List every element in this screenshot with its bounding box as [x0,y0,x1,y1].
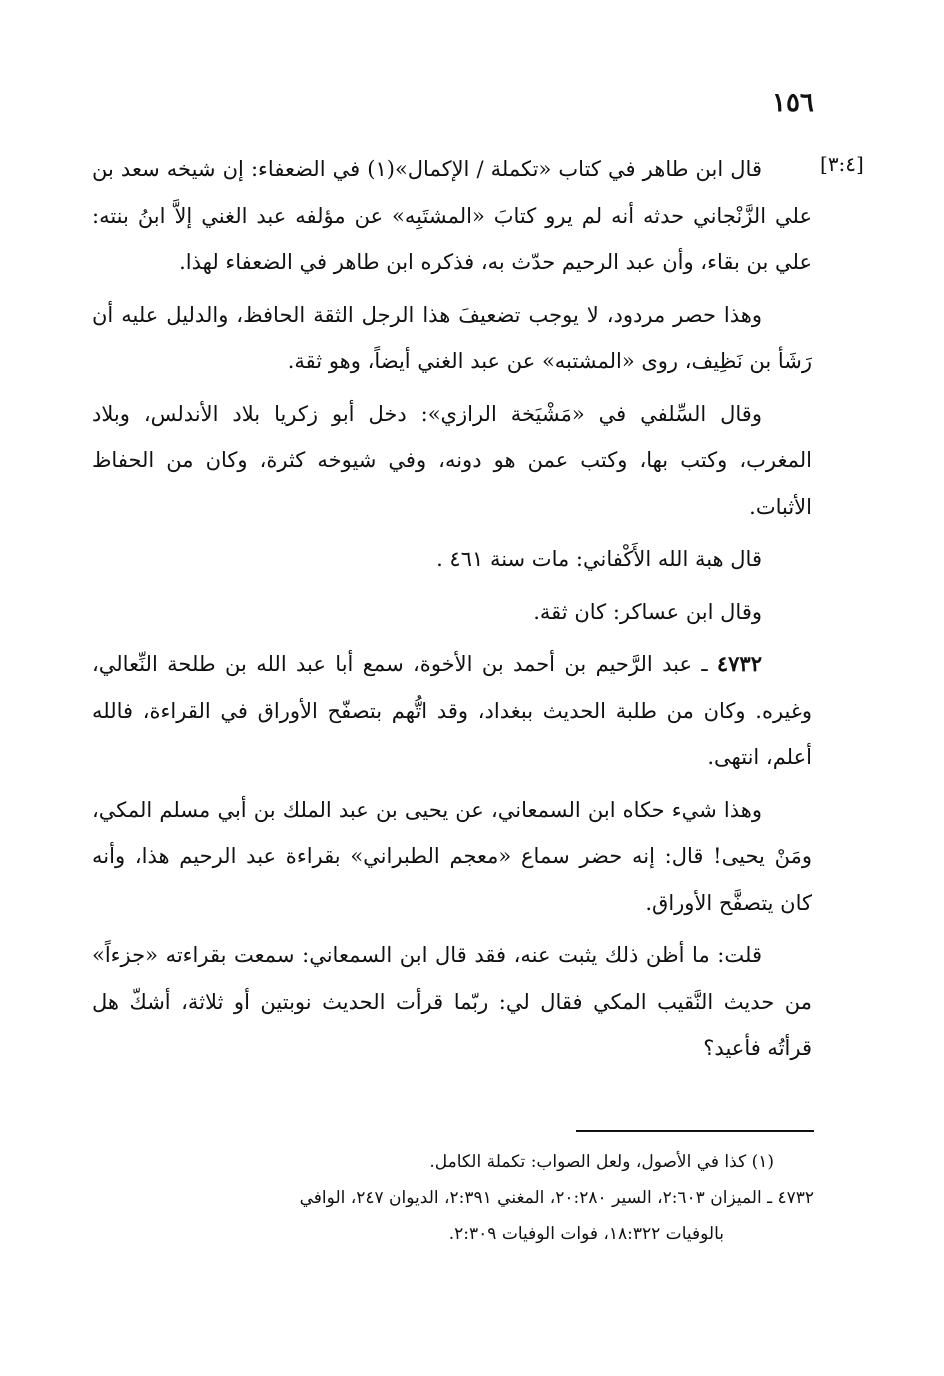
entry-number: ٤٧٣٢ [716,651,762,676]
footnote-divider [576,1130,814,1132]
footnote-sources-line-1: ٤٧٣٢ ـ الميزان ٢:٦٠٣، السير ٢٠:٢٨٠، المغني ٢:٣٩١، الديوان ٢٤٧، الوافي [299,1188,814,1208]
main-text [92,146,812,1078]
paragraph-samani: وهذا شيء حكاه ابن السمعاني، عن يحيى بن عبد الملك بن أبي مسلم المكي، ومَنْ يحيى! قال: إنه حضر سماع «معجم الطبراني» بقراءة عبد الرحيم هذا، وأنه كان يتصفَّح الأوراق. [92,797,812,915]
paragraph-qultu: قلت: ما أظن ذلك يثبت عنه، فقد قال ابن السمعاني: سمعت بقراءته «جزءاً» من حديث النَّقيب المكي فقال لي: ربّما قرأت الحديث نوبتين أو ثلاثة، أشكّ هل قرأتُه فأعيد؟ [92,943,812,1060]
footnote-1: (١) كذا في الأصول، ولعل الصواب: تكملة الكامل. [429,1152,774,1172]
footnote-sources-line-2: بالوفيات ١٨:٣٢٢، فوات الوفيات ٢:٣٠٩. [448,1224,724,1244]
paragraph-ibn-tahir: قال ابن طاهر في كتاب «تكملة / الإكمال»(١) في الضعفاء: إن شيخه سعد بن علي الزَّنْجاني حدثه أنه لم يرو كتابَ «المشتَبِه» عن مؤلفه عبد الغني إلاَّ ابنُ بنته: علي بن بقاء، وأن عبد الرحيم حدّث به، فذكره ابن طاهر في الضعفاء لهذا. [92,157,812,274]
entry-text: ـ عبد الرَّحيم بن أحمد بن الأخوة، سمع أبا عبد الله بن طلحة النِّعالي، وغيره. وكان من طلبة الحديث ببغداد، وقد اتُّهم بتصفّح الأوراق في القراءة، فالله أعلم، انتهى. [92,652,812,769]
biography-entry [92,641,812,781]
footnotes [86,1144,814,1252]
page-number: ١٥٦ [772,88,814,118]
margin-reference: [٣:٤] [820,152,864,176]
paragraph-silafi: وقال السِّلفي في «مَشْيَخة الرازي»: دخل أبو زكريا بلاد الأندلس، وبلاد المغرب، وكتب بها، وكتب عمن هو دونه، وفي شيوخه كثرة، وكان من الحفاظ الأثبات. [92,401,812,519]
paragraph-rebuttal: وهذا حصر مردود، لا يوجب تضعيفَ هذا الرجل الثقة الحافظ، والدليل عليه أن رَشَأ بن نَظِيف، روى «المشتبه» عن عبد الغني أيضاً، وهو ثقة. [92,302,812,373]
paragraph-akfani: قال هبة الله الأَكْفاني: مات سنة ٤٦١ . [436,547,762,571]
paragraph-ibn-asakir: وقال ابن عساكر: كان ثقة. [533,599,762,624]
